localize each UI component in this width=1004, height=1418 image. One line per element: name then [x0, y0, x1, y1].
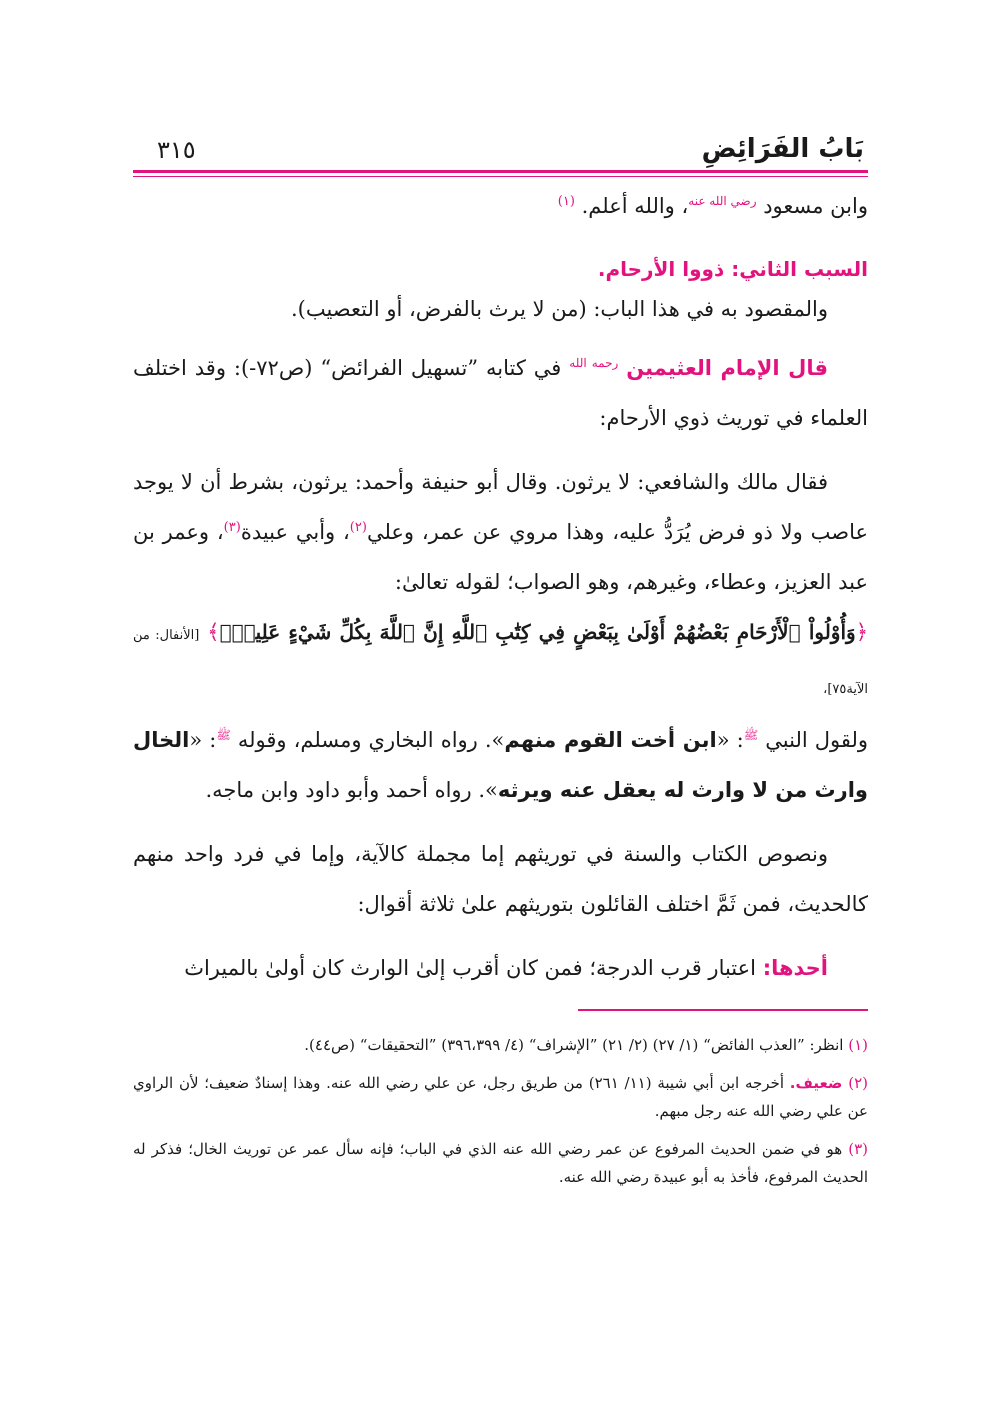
- page-number: ٣١٥: [157, 136, 196, 164]
- opening-line: وابن مسعود $^{رضي الله عنه}$، والله أعلم. $^{(١)}$: [557, 194, 868, 218]
- book-page: [133, 120, 868, 1201]
- footnote-3: (٣) هو في ضمن الحديث المرفوع عن عمر رضي الله عنه الذي في الباب؛ فإنه سأل عمر عن توريث الخال؛ فذكر له الحديث المرفوع، فأخذ به أبو عبيدة رضي الله عنه.: [133, 1140, 868, 1186]
- honorific: رضي الله عنه: [688, 194, 757, 208]
- definition-paragraph: والمقصود به في هذا الباب: (من لا يرث بالفرض، أو التعصيب).: [290, 297, 828, 321]
- hadith-text-1: ابن أخت القوم منهم: [504, 728, 717, 752]
- salutation-icon: ﷺ: [743, 728, 759, 742]
- footnotes: [133, 1031, 868, 1191]
- honorific: رحمه الله: [569, 356, 619, 370]
- header-rule-thick: [133, 170, 868, 173]
- quran-verse: وَأُوْلُواْ ٱلْأَرْحَامِ بَعْضُهُمْ أَوْلَىٰ بِبَعْضٍ فِي كِتَٰبِ ٱللَّهِ إِنَّ ٱللَّهَ بِكُلِّ شَيْءٍ عَلِيمُۢ: [219, 620, 856, 644]
- first-opinion-label: أحدها:: [762, 956, 828, 980]
- texts-paragraph: ونصوص الكتاب والسنة في توريثهم إما مجملة كالآية، وإما في فرد واحد منهم كالحديث، فمن ثَمَّ اختلف القائلون بتوريثهم علىٰ ثلاثة أقوال:: [133, 842, 868, 916]
- chapter-title: بَابُ الفَرَائِضِ: [701, 134, 864, 164]
- salutation-icon: ﷺ: [216, 728, 231, 742]
- uthaymeen-paragraph: قال الإمام العثيمين $^{رحمه الله}$ في كتابه ”تسهيل الفرائض“ (ص٧٢-): وقد اختلف العلماء في توريث ذوي الأرحام:: [133, 356, 868, 430]
- header-rule-thin: [133, 176, 868, 177]
- footnote-separator: [578, 1009, 868, 1011]
- footnote-2: (٢) ضعيف. أخرجه ابن أبي شيبة (١١/ ٢٦١) من طريق رجل، عن علي رضي الله عنه. وهذا إسنادٌ ضعيف؛ لأن الراوي عن علي رضي الله عنه رجل مبهم.: [133, 1074, 868, 1120]
- first-opinion-paragraph: أحدها: اعتبار قرب الدرجة؛ فمن كان أقرب إلىٰ الوارث كان أولىٰ بالميراث: [184, 956, 828, 980]
- page-header: [133, 120, 868, 162]
- footnote-1: (١) انظر: ”العذب الفائض“ (١/ ٢٧) (٢/ ٢١) ”الإشراف“ (٤/ ٣٩٦،٣٩٩) ”التحقيقات“ (ص٤٤).: [304, 1036, 868, 1054]
- verse-reference: [الأنفال: من الآية٧٥]،: [133, 628, 868, 697]
- verse-open-bracket: ﴿: [855, 620, 868, 644]
- footnote-ref-3[interactable]: (٣): [223, 520, 241, 535]
- section-heading: السبب الثاني: ذووا الأرحام.: [597, 257, 868, 281]
- footnote-ref-2[interactable]: (٢): [349, 520, 367, 535]
- opinions-paragraph: فقال مالك والشافعي: لا يرثون. وقال أبو حنيفة وأحمد: يرثون، بشرط أن لا يوجد عاصب ولا ذو فرض يُرَدُّ عليه، وهذا مروي عن عمر، وعلي$^{(٢)}$، وأبي عبيدة$^{(٣)}$، وعمر بن عبد العزيز، وعطاء، وغيرهم، وهو الصواب؛ لقوله تعالىٰ: ﴿وَأُوْلُواْ ٱلْأَرْحَامِ بَعْضُهُمْ أَوْلَىٰ بِبَعْضٍ فِي كِتَٰبِ ٱللَّهِ إِنَّ ٱللَّهَ بِكُلِّ شَيْءٍ عَلِيمُۢ﴾ [الأنفال: من الآية٧٥]، ولقول النبي $^ﷺ$: «ابن أخت القوم منهم». رواه البخاري ومسلم، وقوله $^ﷺ$: «الخال وارث من لا وارث له يعقل عنه ويرثه». رواه أحمد وأبو داود وابن ماجه.: [133, 470, 869, 802]
- hadith-text-2: الخال وارث من لا وارث له يعقل عنه ويرثه: [133, 728, 868, 802]
- verse-close-bracket: ﴾: [207, 620, 220, 644]
- footnote-ref-1[interactable]: (١): [557, 194, 575, 209]
- grading-label: ضعيف.: [789, 1074, 843, 1092]
- scholar-name: قال الإمام العثيمين: [626, 356, 829, 380]
